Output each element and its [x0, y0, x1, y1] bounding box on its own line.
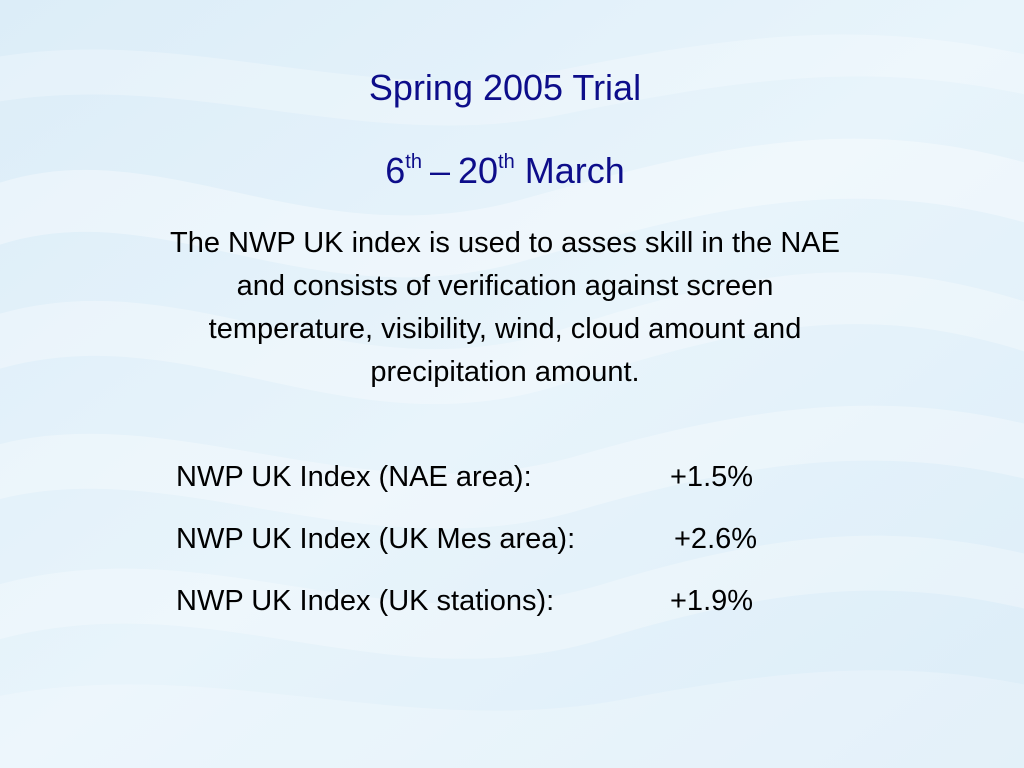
index-label: NWP UK Index (NAE area):: [176, 461, 532, 493]
index-label: NWP UK Index (UK stations):: [176, 585, 555, 617]
index-value: +2.6%: [674, 523, 758, 555]
date-start-suffix: th: [405, 151, 422, 173]
index-label: NWP UK Index (UK Mes area):: [176, 523, 576, 555]
index-row-uk-stations: [176, 585, 826, 618]
date-start-number: 6: [385, 150, 406, 191]
slide-title: Spring 2005 Trial: [368, 67, 642, 108]
index-row-nae-area: [176, 461, 826, 494]
index-value: +1.5%: [670, 461, 754, 493]
index-results-list: [176, 461, 826, 647]
slide-date-range: [0, 151, 1010, 191]
index-row-uk-mes-area: [176, 523, 826, 556]
date-end-number: 20: [457, 150, 499, 191]
index-value: +1.9%: [670, 585, 754, 617]
date-separator: –: [429, 150, 450, 191]
slide-description: The NWP UK index is used to asses skill in the NAE and consists of verification against screen temperature, visibility, wind, cloud amount and precipitation amount.: [170, 227, 840, 388]
date-end-suffix: th: [498, 151, 515, 173]
date-month: March: [524, 150, 625, 191]
